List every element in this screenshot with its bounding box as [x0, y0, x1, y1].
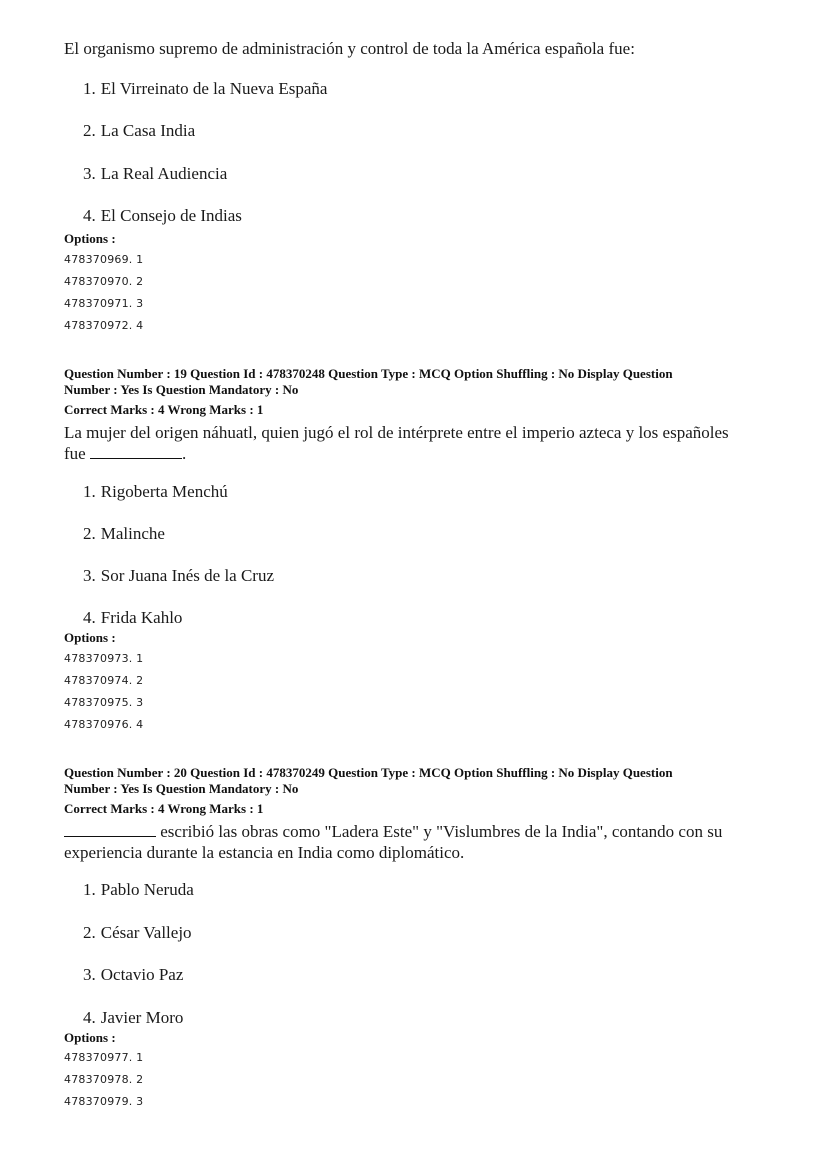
question-18-text: El organismo supremo de administración y control de toda la América española fue: — [64, 39, 635, 58]
q20-option-3: 3. Octavio Paz — [83, 965, 184, 984]
q19-option-id-4: 478370976. 4 — [64, 718, 144, 731]
q20-meta-line-2: Number : Yes Is Question Mandatory : No — [64, 781, 299, 796]
q20-option-4: 4. Javier Moro — [83, 1008, 184, 1027]
q18-option-3: 3. La Real Audiencia — [83, 164, 228, 183]
q20-option-id-2: 478370978. 2 — [64, 1073, 144, 1086]
q19-options-label: Options : — [64, 630, 116, 645]
question-20-text-line-1: escribió las obras como "Ladera Este" y "Vislumbres de la India", contando con su — [64, 821, 794, 842]
q20-option-1: 1. Pablo Neruda — [83, 880, 194, 899]
q19-option-4: 4. Frida Kahlo — [83, 608, 183, 627]
q20-option-2: 2. César Vallejo — [83, 923, 192, 942]
q19-option-id-2: 478370974. 2 — [64, 674, 144, 687]
q18-option-id-4: 478370972. 4 — [64, 319, 144, 332]
question-19-text-line-2: fue . — [64, 444, 187, 463]
q19-option-id-1: 478370973. 1 — [64, 652, 144, 665]
q18-option-id-1: 478370969. 1 — [64, 253, 144, 266]
q19-option-1: 1. Rigoberta Menchú — [83, 482, 228, 501]
q20-option-id-3: 478370979. 3 — [64, 1095, 144, 1108]
q20-options-label: Options : — [64, 1030, 116, 1045]
q19-option-3: 3. Sor Juana Inés de la Cruz — [83, 566, 275, 585]
q19-option-2: 2. Malinche — [83, 524, 165, 543]
q18-options-label: Options : — [64, 231, 116, 246]
q19-meta-line-2: Number : Yes Is Question Mandatory : No — [64, 382, 299, 397]
q18-option-id-2: 478370970. 2 — [64, 275, 144, 288]
question-20-text-line-2: experiencia durante la estancia en India como diplomático. — [64, 843, 465, 862]
answer-blank — [90, 444, 182, 459]
q19-option-id-3: 478370975. 3 — [64, 696, 144, 709]
answer-blank — [64, 822, 156, 837]
q20-meta-line-1: Question Number : 20 Question Id : 478370249 Question Type : MCQ Option Shuffling : No Display Question — [64, 765, 673, 780]
q18-option-id-3: 478370971. 3 — [64, 297, 144, 310]
q18-option-1: 1. El Virreinato de la Nueva España — [83, 79, 328, 98]
q19-marks: Correct Marks : 4 Wrong Marks : 1 — [64, 402, 264, 417]
q20-option-id-1: 478370977. 1 — [64, 1051, 144, 1064]
q18-option-2: 2. La Casa India — [83, 121, 196, 140]
q18-option-4: 4. El Consejo de Indias — [83, 206, 242, 225]
q19-meta-line-1: Question Number : 19 Question Id : 478370248 Question Type : MCQ Option Shuffling : No Display Question — [64, 366, 673, 381]
q20-marks: Correct Marks : 4 Wrong Marks : 1 — [64, 801, 264, 816]
question-19-text-line-1: La mujer del origen náhuatl, quien jugó el rol de intérprete entre el imperio azteca y los españoles — [64, 423, 729, 442]
